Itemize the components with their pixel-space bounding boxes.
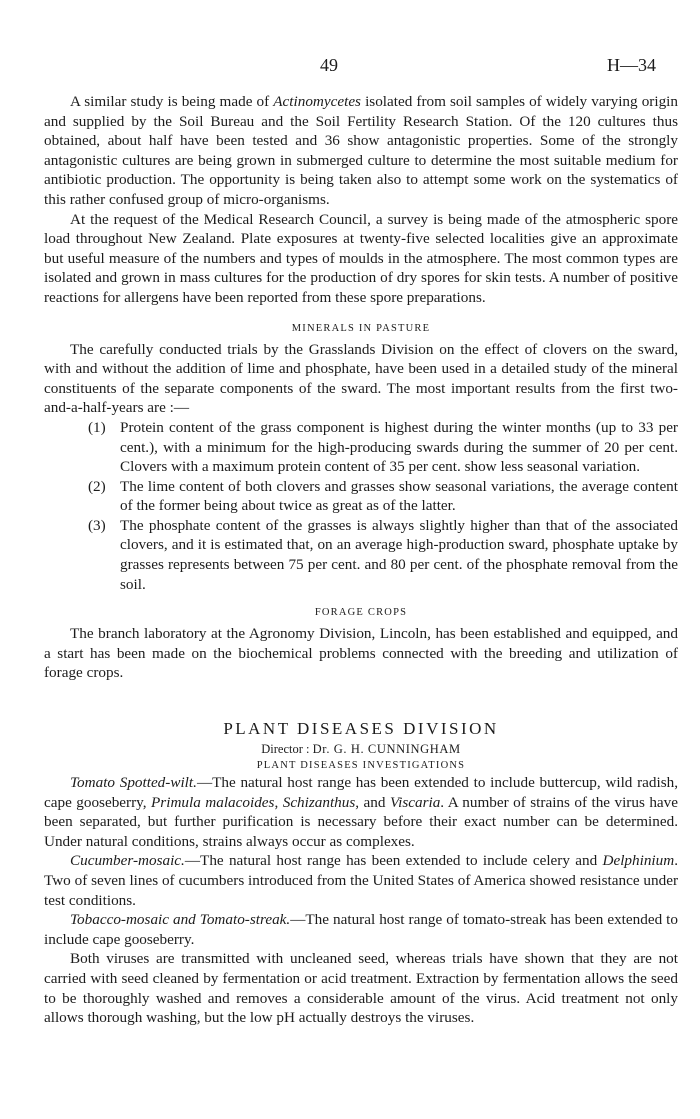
minerals-results-list <box>44 418 678 594</box>
paragraph-seed-transmission: Both viruses are transmitted with uncleaned seed, whereas trials have shown that they are not carried with seed cleaned by fermentation or acid treatment. Extraction by fermentation allows the seed to be thoroughly washed and removes a considerable amount of the virus. Acid treatment not only allows thorough washing, but the low pH actually destroys the viruses. <box>44 950 678 1027</box>
body-text <box>44 92 678 1028</box>
page-header <box>0 55 700 79</box>
section-heading-minerals: MINERALS IN PASTURE <box>291 322 431 334</box>
subheading-italic: Tomato Spotted-wilt. <box>70 774 197 792</box>
italic-term: Actinomycetes <box>273 93 361 110</box>
paragraph-tobacco-mosaic: Tobacco-mosaic and Tomato-streak.—The natural host range of tomato-streak has been extended to include cape gooseberry. <box>44 911 678 948</box>
section-heading-forage: FORAGE CROPS <box>314 607 408 619</box>
director-line: Director : Dr. G. H. CUNNINGHAM <box>261 742 461 757</box>
page-reference: H—34 <box>607 55 656 75</box>
division-title: PLANT DISEASES DIVISION <box>223 719 499 739</box>
paragraph-minerals: The carefully conducted trials by the Grasslands Division on the effect of clovers on the sward, with and without the addition of lime and phosphate, have been used in a detailed study of the mineral constituents of the separate components of the sward. The most important results from the first two-and-a-half-years are :— <box>44 340 678 417</box>
subheading-italic: Cucumber-mosaic. <box>70 852 185 870</box>
list-item: (2) The lime content of both clovers and grasses show seasonal variations, the average content of the former being about twice as great as of the latter. <box>88 477 678 515</box>
section-heading-investigations: PLANT DISEASES INVESTIGATIONS <box>256 760 466 772</box>
list-item: (3) The phosphate content of the grasses is always slightly higher than that of the associated clovers, and it is estimated that, on an average high-production sward, phosphate uptake by grasses represents between 75 per cent. and 80 per cent. of the phosphate removal from the soil. <box>88 516 678 593</box>
subheading-italic: Tobacco-mosaic and Tomato-streak. <box>70 911 291 929</box>
paragraph-actinomycetes: A similar study is being made of Actinomycetes isolated from soil samples of widely varying origin and supplied by the Soil Bureau and the Soil Fertility Research Station. Of the 120 cultures thus obtained, about half have been tested and 36 show antagonistic properties. Some of the strongly antagonistic cultures are being grown in submerged culture to determine the most suitable medium for antibiotic production. The opportunity is being taken also to attempt some work on the systematics of this rather confused group of micro-organisms. <box>44 93 678 208</box>
paragraph-tomato-spotted-wilt: Tomato Spotted-wilt.—The natural host range has been extended to include buttercup, wild radish, cape gooseberry, Primula malacoides, Schizanthus, and Viscaria. A number of strains of the virus have been separated, but further purification is necessary before their exact number can be determined. Under natural conditions, strains always occur as complexes. <box>44 774 679 850</box>
page-number: 49 <box>320 55 338 75</box>
list-item: (1) Protein content of the grass component is highest during the winter months (up to 33 per cent.), with a minimum for the high-producing swards during the summer of 20 per cent. Clovers with a maximum protein content of 35 per cent. show less seasonal variation. <box>88 418 678 476</box>
paragraph-cucumber-mosaic: Cucumber-mosaic.—The natural host range has been extended to include celery and Delphinium. Two of seven lines of cucumbers introduced from the United States of America showed resistance under test conditions. <box>44 852 678 909</box>
paragraph-forage: The branch laboratory at the Agronomy Division, Lincoln, has been established and equipped, and a start has been made on the biochemical problems connected with the breeding and utilization of forage crops. <box>44 625 678 682</box>
paragraph-spore-survey: At the request of the Medical Research Council, a survey is being made of the atmospheric spore load throughout New Zealand. Plate exposures at twenty-five selected localities give an approximate but useful measure of the numbers and types of moulds in the atmosphere. The most common types are isolated and grown in mass cultures for the production of dry spores for skin tests. A number of positive reactions for allergens have been reported from these spore preparations. <box>44 210 678 306</box>
director-name: Dr. G. H. CUNNINGHAM <box>312 742 461 757</box>
